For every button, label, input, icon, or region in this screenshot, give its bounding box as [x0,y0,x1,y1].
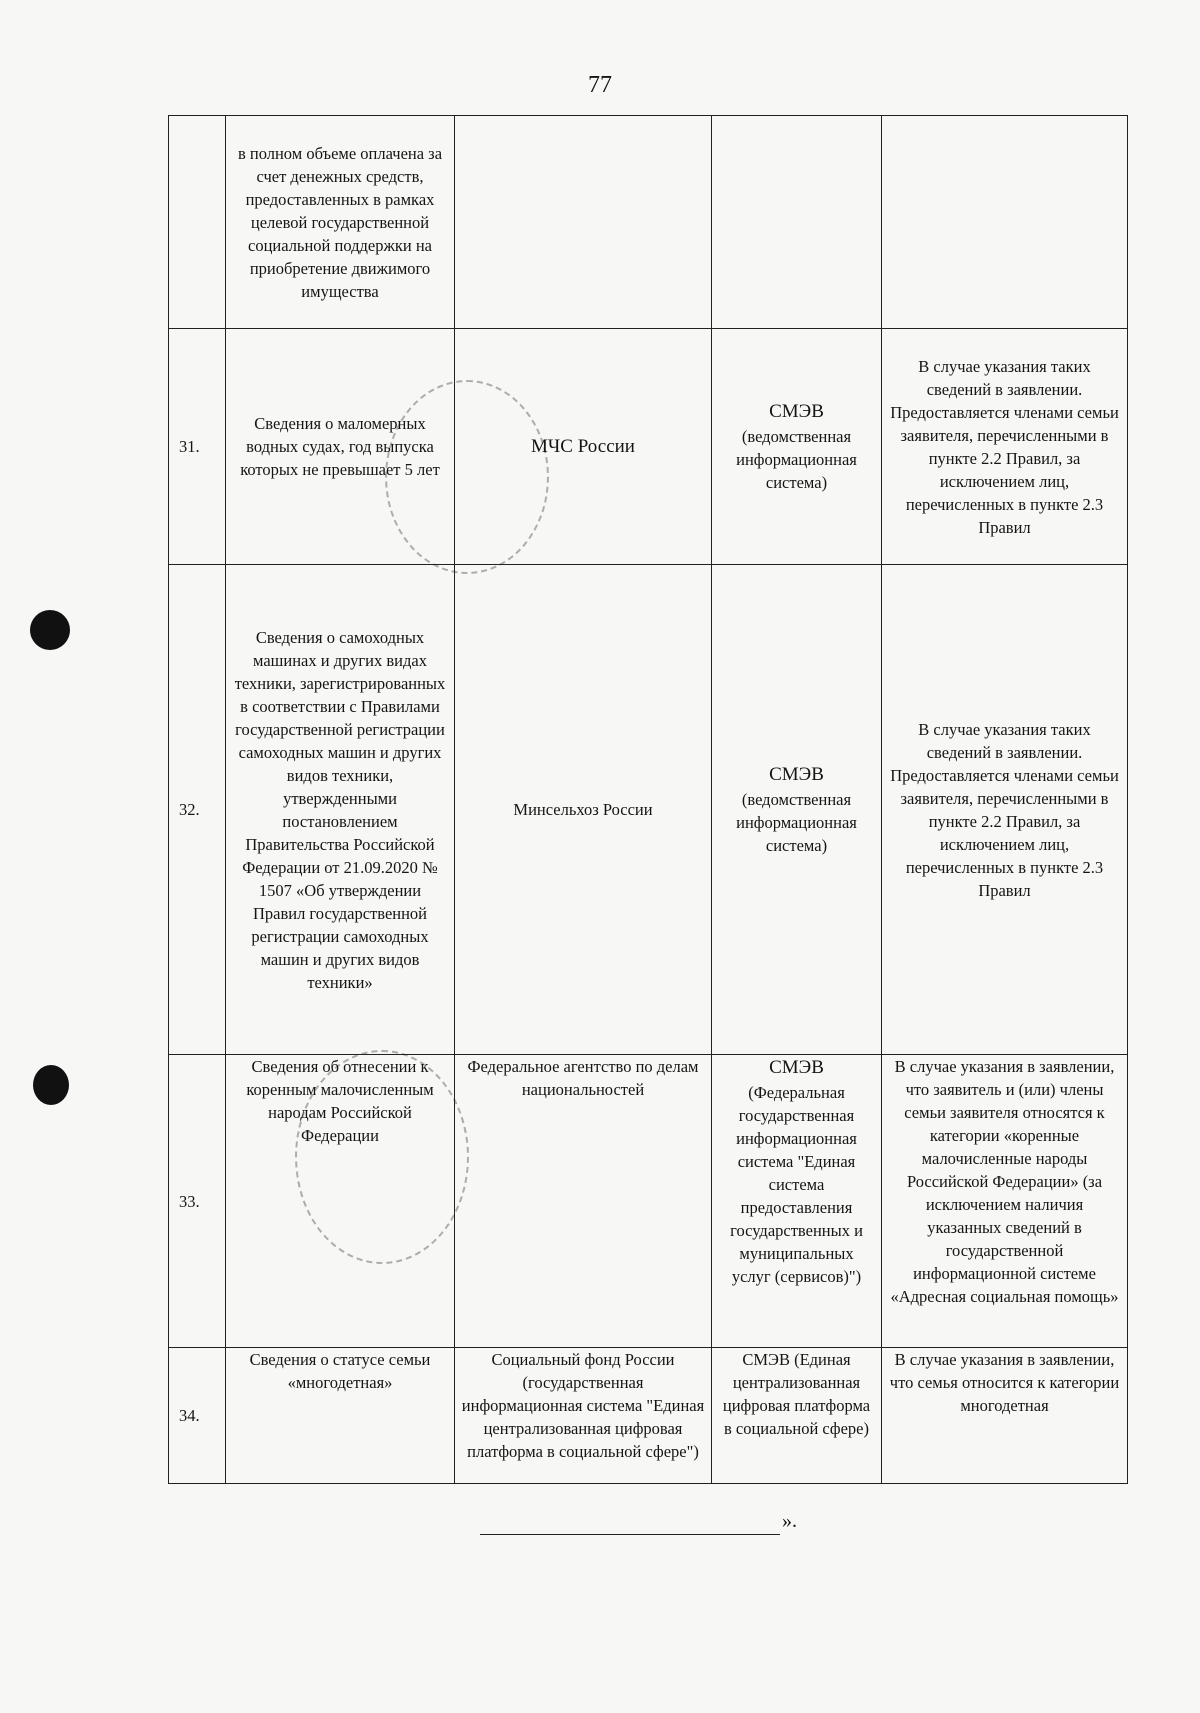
row-number: 34. [169,1348,226,1484]
channel-title: СМЭВ (Единая централизованная цифровая платформа в социальной сфере) [722,1350,871,1438]
channel-detail: (ведомственная информационная система) [736,427,857,492]
condition-cell: В случае указания таких сведений в заявлении. Предоставляется членами семьи заявителя, перечисленными в пункте 2.2 Правил, за исключением лиц, перечисленных в пункте 2.3 Правил [882,329,1128,565]
row-number [169,116,226,329]
row-number: 31. [169,329,226,565]
row-number: 32. [169,565,226,1055]
channel-cell [712,565,882,1055]
channel-cell [712,329,882,565]
source-cell: Социальный фонд России (государственная информационная система "Единая централизованная цифровая платформа в социальной сфере") [455,1348,712,1484]
condition-cell [882,116,1128,329]
closing-quote-mark: ». [782,1510,797,1532]
condition-cell: В случае указания в заявлении, что заявитель и (или) члены семьи заявителя относятся к категории «коренные малочисленные народы Российской Федерации» (за исключением наличия указанных сведений в государственной информационной системе «Адресная социальная помощь» [882,1055,1128,1348]
data-sources-table [168,115,1128,1484]
info-cell: Сведения о самоходных машинах и других видах техники, зарегистрированных в соответствии с Правилами государственной регистрации самоходных машин и других видов техники, утвержденными постановлением Правительства Российской Федерации от 21.09.2020 № 1507 «Об утверждении Правил государственной регистрации самоходных машин и других видов техники» [226,565,455,1055]
source-cell: Минсельхоз России [455,565,712,1055]
info-cell: в полном объеме оплачена за счет денежных средств, предоставленных в рамках целевой государственной социальной поддержки на приобретение движимого имущества [226,116,455,329]
page-number: 77 [588,72,612,98]
condition-cell: В случае указания в заявлении, что семья относится к категории многодетная [882,1348,1128,1484]
row-number: 33. [169,1055,226,1348]
data-sources-table-wrapper [168,115,1128,1484]
table-row [169,1055,1128,1348]
signature-line [480,1512,780,1535]
table-row [169,565,1128,1055]
table-row [169,329,1128,565]
binder-hole-lower [33,1065,69,1105]
channel-title: СМЭВ [769,764,824,785]
source-cell: Федеральное агентство по делам национальностей [455,1055,712,1348]
source-cell [455,116,712,329]
info-cell: Сведения о статусе семьи «многодетная» [226,1348,455,1484]
channel-cell [712,1348,882,1484]
info-cell: Сведения об отнесении к коренным малочисленным народам Российской Федерации [226,1055,455,1348]
table-row [169,1348,1128,1484]
binder-hole-upper [30,610,70,650]
channel-detail: (ведомственная информационная система) [736,790,857,855]
info-cell: Сведения о маломерных водных судах, год выпуска которых не превышает 5 лет [226,329,455,565]
channel-detail: (Федеральная государственная информационная система "Единая система предоставления государственных и муниципальных услуг (сервисов)") [730,1083,863,1286]
channel-title: СМЭВ [769,1057,824,1078]
channel-title: СМЭВ [769,401,824,422]
condition-cell: В случае указания таких сведений в заявлении. Предоставляется членами семьи заявителя, перечисленными в пункте 2.2 Правил, за исключением лиц, перечисленных в пункте 2.3 Правил [882,565,1128,1055]
channel-cell [712,1055,882,1348]
source-text: МЧС России [531,435,635,457]
channel-cell [712,116,882,329]
source-cell [455,329,712,565]
table-row [169,116,1128,329]
